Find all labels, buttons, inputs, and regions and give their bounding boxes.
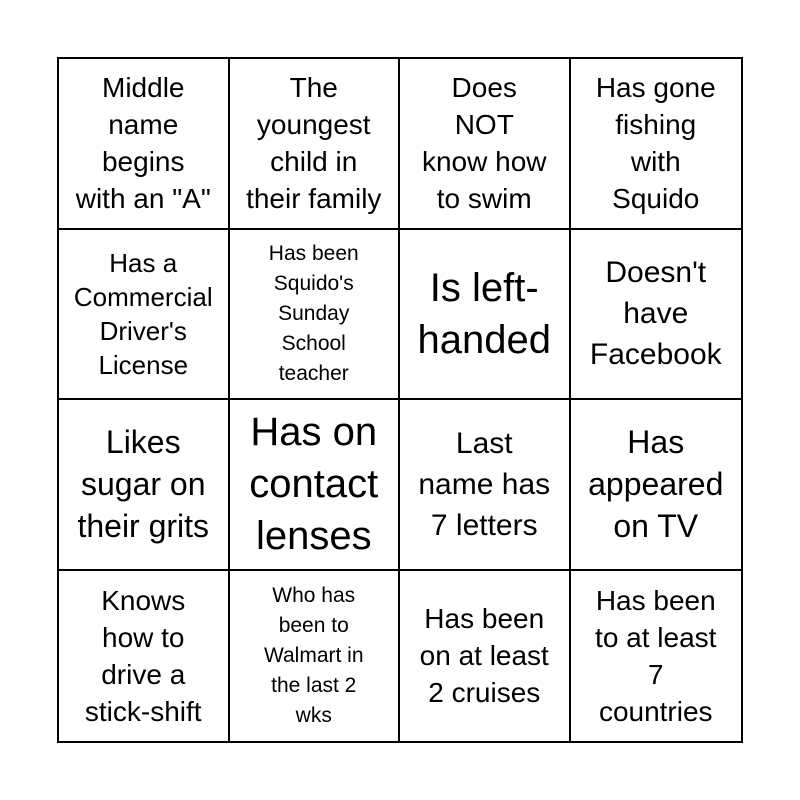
bingo-cell-2[interactable] — [230, 59, 401, 230]
bingo-cell-5[interactable] — [59, 230, 230, 401]
bingo-cell-6[interactable] — [230, 230, 401, 401]
cell-label: Has been Squido's Sunday School teacher — [268, 241, 359, 385]
bingo-cell-1[interactable] — [59, 59, 230, 230]
cell-label: Has been on at least 2 cruises — [419, 603, 549, 709]
bingo-cell-14[interactable] — [230, 571, 401, 742]
bingo-cell-12[interactable] — [571, 400, 742, 571]
cell-label: Who has been to Walmart in the last 2 wks — [263, 583, 364, 727]
bingo-cell-11[interactable] — [400, 400, 571, 571]
cell-label: Knows how to drive a stick-shift — [84, 584, 202, 727]
cell-label: Doesn't have Facebook — [589, 256, 722, 372]
bingo-cell-15[interactable] — [400, 571, 571, 742]
cell-label: Does NOT know how to swim — [421, 72, 547, 215]
bingo-cell-8[interactable] — [571, 230, 742, 401]
bingo-card — [57, 57, 743, 743]
cell-label: Has a Commercial Driver's License — [73, 247, 213, 380]
cell-label: The youngest child in their family — [246, 72, 382, 215]
bingo-cell-4[interactable] — [571, 59, 742, 230]
cell-label: Is left- handed — [417, 265, 551, 362]
cell-label: Middle name begins with an "A" — [75, 72, 211, 215]
cell-label: Has been to at least 7 countries — [595, 584, 717, 727]
bingo-cell-7[interactable] — [400, 230, 571, 401]
cell-label: Last name has 7 letters — [418, 426, 551, 542]
bingo-cell-10[interactable] — [230, 400, 401, 571]
bingo-cell-16[interactable] — [571, 571, 742, 742]
cell-label: Likes sugar on their grits — [77, 424, 210, 545]
cell-label: Has appeared on TV — [588, 424, 724, 545]
cell-label: Has on contact lenses — [249, 410, 379, 559]
bingo-cell-3[interactable] — [400, 59, 571, 230]
bingo-cell-9[interactable] — [59, 400, 230, 571]
bingo-cell-13[interactable] — [59, 571, 230, 742]
cell-label: Has gone fishing with Squido — [595, 72, 716, 215]
